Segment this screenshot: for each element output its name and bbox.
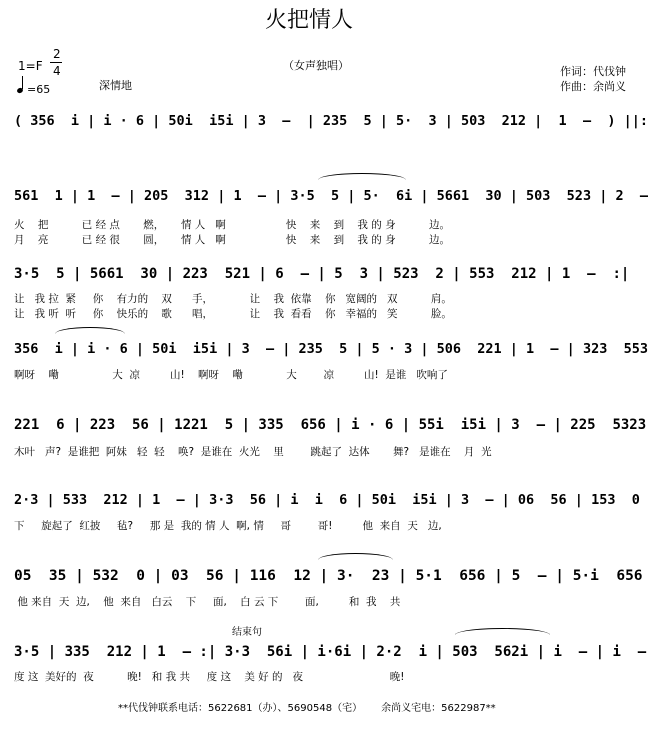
notation-row-4: 356 i | i · 6 | 50i i5i | 3 – | 235 5 | 5 · 3 | 506 221 | 1 – | 323 553 xyxy=(14,341,648,357)
expression-marking: 深情地 xyxy=(99,79,132,92)
lyrics-row-6: 下 旋起了 红披 毡? 那 是 我的 情 人 啊, 情 哥 哥! 他 来自 天 边, xyxy=(14,520,442,532)
note-stem xyxy=(22,76,23,89)
time-signature-top: 2 xyxy=(53,47,61,61)
lyricist-credit: 作词：代伐钟 xyxy=(560,65,626,78)
contact-footer: **代伐钟联系电话：5622681（办）、5690548（宅） 余尚义宅电：5622987** xyxy=(118,703,496,714)
song-subtitle: （女声独唱） xyxy=(283,59,349,72)
lyrics-row-2-verse-1: 火 把 已 经 点 燃， 情 人 啊 快 来 到 我 的 身 边。 xyxy=(14,219,450,231)
composer-credit: 作曲：余尚义 xyxy=(560,80,626,93)
ending-section-mark: 结束句 xyxy=(232,627,262,638)
key-signature: 1=F xyxy=(18,59,43,73)
lyrics-row-8: 度 这 美好的 夜 晚! 和 我 共 度 这 美 好 的 夜 晚! xyxy=(14,671,405,683)
lyrics-row-2-verse-2: 月 亮 已 经 很 圆， 情 人 啊 快 来 到 我 的 身 边。 xyxy=(14,234,450,246)
song-title: 火把情人 xyxy=(265,8,354,33)
lyrics-row-5: 木叶 声? 是谁把 阿妹 轻 轻 唤? 是谁在 火光 里 跳起了 达体 舞? 是谁在 月 光 xyxy=(14,446,492,458)
notation-row-7: 05 35 | 532 0 | 03 56 | 116 12 | 3· 23 | 5·1 656 | 5 – | 5·i 656 xyxy=(14,568,643,584)
lyrics-row-3-verse-1: 让 我 拉 紧 你 有力的 双 手， 让 我 依靠 你 宽阔的 双 肩。 xyxy=(14,293,452,305)
notation-row-8: 3·5 | 335 212 | 1 – :| 3·3 56i | i·6i | 2·2 i | 503 562i | i – | i – xyxy=(14,644,647,660)
slur xyxy=(55,327,125,334)
lyrics-row-3-verse-2: 让 我 听 听 你 快乐的 歌 唱， 让 我 看看 你 幸福的 笑 脸。 xyxy=(14,308,452,320)
slur xyxy=(455,628,550,635)
slur xyxy=(318,173,406,180)
time-signature-bottom: 4 xyxy=(53,64,61,78)
notation-row-5: 221 6 | 223 56 | 1221 5 | 335 656 | i · 6 | 55i i5i | 3 – | 225 5323 xyxy=(14,417,647,433)
lyrics-row-7: 他 来自 天 边, 他 来自 白云 下 面, 白 云 下 面, 和 我 共 xyxy=(14,596,401,608)
notation-row-2: 561 1 | 1 – | 205 312 | 1 – | 3·5 5 | 5· 6i | 5661 30 | 503 523 | 2 – xyxy=(14,188,648,204)
notation-row-6: 2·3 | 533 212 | 1 – | 3·3 56 | i i 6 | 50i i5i | 3 – | 06 56 | 153 0 xyxy=(14,492,640,508)
slur xyxy=(318,553,393,560)
notation-row-1: ( 356 i | i · 6 | 50i i5i | 3 – | 235 5 | 5· 3 | 503 212 | 1 – ) ||: xyxy=(14,113,648,129)
lyrics-row-4: 啊呀 嘞 大 凉 山! 啊呀 嘞 大 凉 山! 是谁 吹响了 xyxy=(14,369,448,381)
notation-row-3: 3·5 5 | 5661 30 | 223 521 | 6 – | 5 3 | 523 2 | 553 212 | 1 – :| xyxy=(14,266,630,282)
tempo-marking: =65 xyxy=(27,83,51,96)
time-signature-bar xyxy=(50,62,62,63)
